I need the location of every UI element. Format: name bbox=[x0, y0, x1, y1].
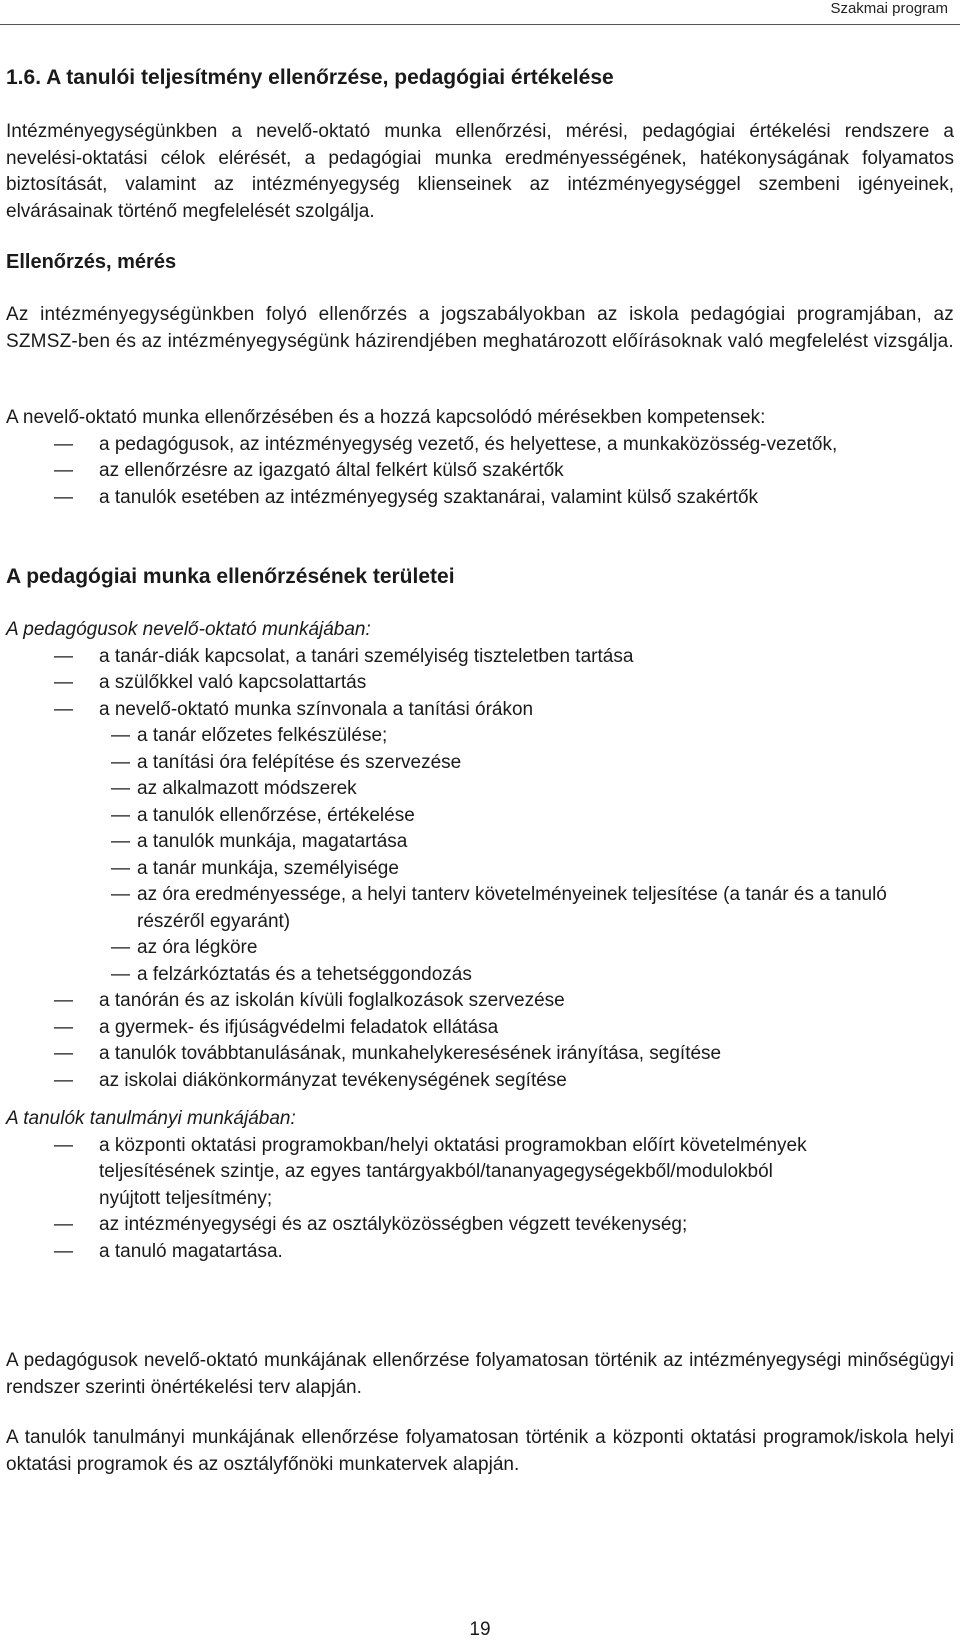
closing-paragraph-1: A pedagógusok nevelő-oktató munkájának ellenőrzése folyamatosan történik az intézményegységi minőségügyi rendszer szerinti önértékelési terv alapján. bbox=[6, 1350, 954, 1398]
list-item: — a központi oktatási programokban/helyi oktatási programokban előírt követelmények teljesítésének szintje, az egyes tantárgyakból/tananyagegységekből/modulokból nyújtott teljesítmény; bbox=[6, 1133, 954, 1213]
list-item: — a szülőkkel való kapcsolattartás bbox=[6, 670, 954, 697]
sub-list-item: — a tanulók munkája, magatartása bbox=[6, 829, 954, 856]
list-item: — a gyermek- és ifjúságvédelmi feladatok ellátása bbox=[6, 1015, 954, 1042]
intro-paragraph: Intézményegységünkben a nevelő-oktató munka ellenőrzési, mérési, pedagógiai értékelési rendszere a nevelési-oktatási célok elérését, a pedagógiai munka eredményességének, hatékonyságának folyamatos biztosítását, valamint az intézményegység klienseinek az intézményegységgel szembeni igényeinek, elvárásainak történő megfelelését szolgálja. bbox=[6, 121, 954, 222]
sub-list-item: — az óra eredményessége, a helyi tanterv követelményeinek teljesítése (a tanár és a tanuló részéről egyaránt) bbox=[6, 882, 954, 935]
list-item: — az ellenőrzésre az igazgató által felkért külső szakértők bbox=[6, 458, 954, 485]
tanulo-block bbox=[6, 1106, 954, 1265]
sub-list-item: — a tanár előzetes felkészülése; bbox=[6, 723, 954, 750]
tanulo-list bbox=[6, 1133, 954, 1266]
ellenorzes-paragraph: Az intézményegységünkben folyó ellenőrzés a jogszabályokban az iskola pedagógiai programjában, az SZMSZ-ben és az intézményegységünk házirendjében meghatározott előírásoknak való megfelelést vizsgálja. bbox=[6, 304, 954, 352]
sub-list-item: — az óra légköre bbox=[6, 935, 954, 962]
pedagogus-block bbox=[6, 617, 954, 1094]
sub-list-item: — a tanulók ellenőrzése, értékelése bbox=[6, 803, 954, 830]
list-item: — a tanuló magatartása. bbox=[6, 1239, 954, 1266]
list-item: — a tanulók esetében az intézményegység szaktanárai, valamint külső szakértők bbox=[6, 485, 954, 512]
pedagogus-sublist bbox=[6, 723, 954, 988]
competent-block bbox=[6, 405, 954, 511]
header-rule bbox=[0, 24, 960, 25]
pedagogus-list bbox=[6, 644, 954, 724]
ellenorzes-heading: Ellenőrzés, mérés bbox=[6, 251, 177, 273]
list-item: — az intézményegységi és az osztályközösségben végzett tevékenység; bbox=[6, 1212, 954, 1239]
sub-list-item: — az alkalmazott módszerek bbox=[6, 776, 954, 803]
section-title-block bbox=[6, 66, 954, 90]
ellenorzes-block bbox=[6, 251, 954, 274]
closing-paragraph-2: A tanulók tanulmányi munkájának ellenőrzése folyamatosan történik a központi oktatási programok/iskola helyi oktatási programok és az osztályfőnöki munkatervek alapján. bbox=[6, 1427, 954, 1475]
list-item: — a pedagógusok, az intézményegység vezető, és helyettese, a munkaközösség-vezetők, bbox=[6, 432, 954, 459]
tanulo-label: A tanulók tanulmányi munkájában: bbox=[6, 1108, 296, 1129]
running-header: Szakmai program bbox=[830, 0, 948, 17]
list-item: — a tanórán és az iskolán kívüli foglalkozások szervezése bbox=[6, 988, 954, 1015]
list-item: — a tanár-diák kapcsolat, a tanári személyiség tiszteletben tartása bbox=[6, 644, 954, 671]
list-item: — a nevelő-oktató munka színvonala a tanítási órákon bbox=[6, 697, 954, 724]
section-title: 1.6. A tanulói teljesítmény ellenőrzése, pedagógiai értékelése bbox=[6, 66, 614, 89]
list-item: — az iskolai diákönkormányzat tevékenységének segítése bbox=[6, 1068, 954, 1095]
page-number: 19 bbox=[469, 1619, 491, 1640]
closing-2-block bbox=[6, 1425, 954, 1478]
intro-block bbox=[6, 119, 954, 225]
teruletek-heading: A pedagógiai munka ellenőrzésének területei bbox=[6, 565, 455, 588]
list-item: — a tanulók továbbtanulásának, munkahelykeresésének irányítása, segítése bbox=[6, 1041, 954, 1068]
pedagogus-list-continued bbox=[6, 988, 954, 1094]
sub-list-item: — a tanár munkája, személyisége bbox=[6, 856, 954, 883]
closing-1-block bbox=[6, 1348, 954, 1401]
teruletek-heading-block bbox=[6, 565, 954, 589]
sub-list-item: — a tanítási óra felépítése és szervezése bbox=[6, 750, 954, 777]
pedagogus-label: A pedagógusok nevelő-oktató munkájában: bbox=[6, 619, 371, 640]
ellenorzes-paragraph-block bbox=[6, 302, 954, 355]
competent-intro: A nevelő-oktató munka ellenőrzésében és a hozzá kapcsolódó mérésekben kompetensek: bbox=[6, 407, 766, 428]
competent-list bbox=[6, 432, 954, 512]
sub-list-item: — a felzárkóztatás és a tehetséggondozás bbox=[6, 962, 954, 989]
